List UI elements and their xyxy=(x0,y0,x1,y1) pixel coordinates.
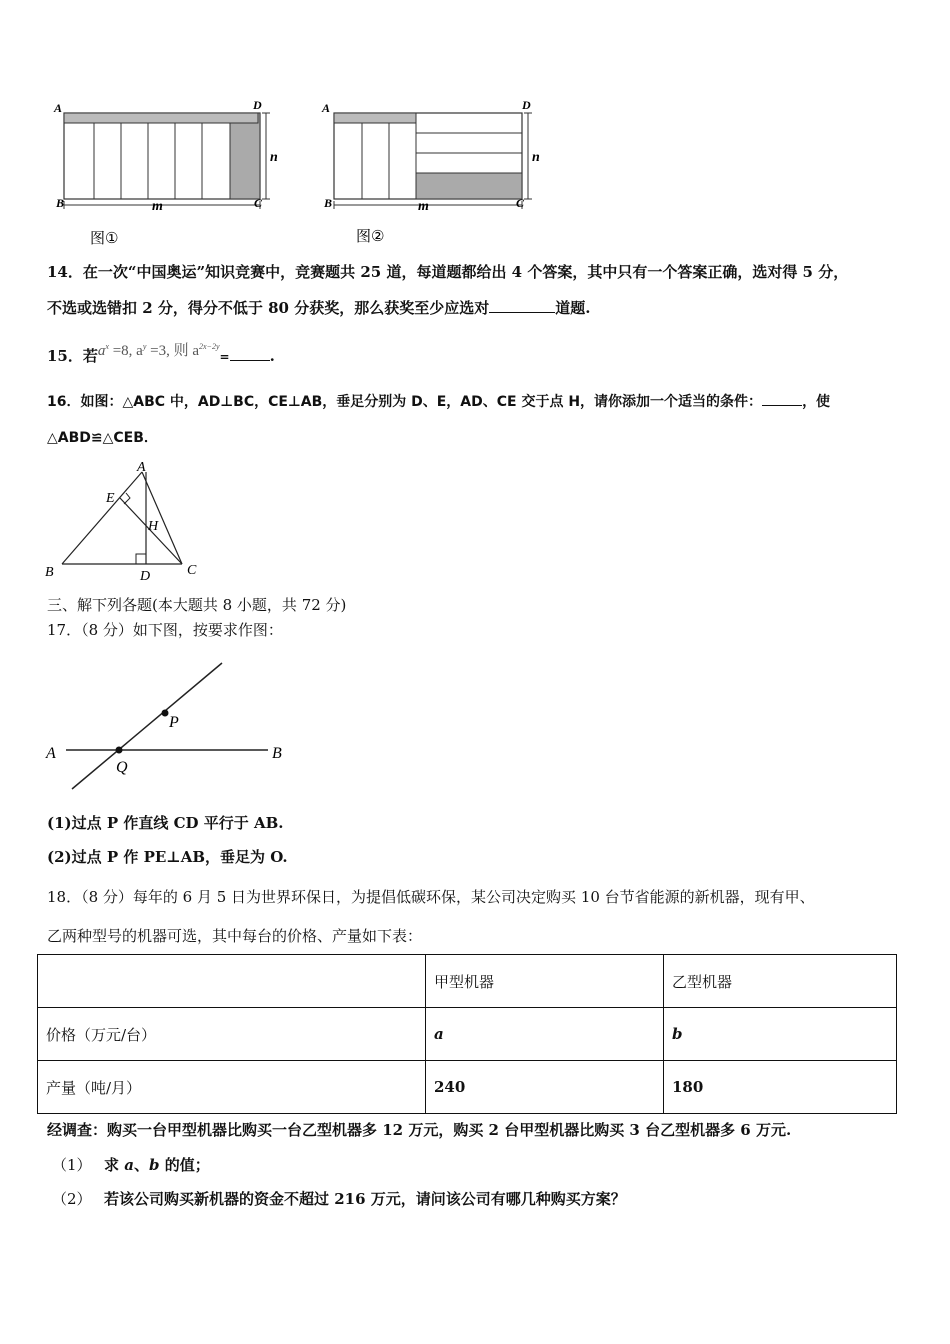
q18-sub1 xyxy=(52,1155,210,1175)
q17-title: 17．（8 分）如下图，按要求作图： xyxy=(47,621,283,639)
figure-2 xyxy=(318,95,558,255)
fig1-label-A: A xyxy=(54,101,63,115)
table-row xyxy=(38,1061,897,1114)
fig2-label-m: m xyxy=(418,199,429,214)
q18-sub1-num: （1） xyxy=(52,1156,92,1174)
fig2-caption: 图② xyxy=(356,227,385,245)
q18-sub2 xyxy=(52,1189,626,1209)
fig2-label-D: D xyxy=(522,98,531,112)
fig1-caption: 图① xyxy=(90,229,119,247)
q16-line2: △ABD≌△CEB． xyxy=(47,430,158,446)
q18-sub1-post: 的值； xyxy=(159,1156,210,1174)
q15-suffix: = xyxy=(219,350,230,364)
table-cell: 180 xyxy=(664,1061,897,1114)
q17-sub1: (1)过点 P 作直线 CD 平行于 AB. xyxy=(47,814,284,832)
q15-sup-x: x xyxy=(105,342,109,351)
q15-end: . xyxy=(269,347,275,365)
q16-line1 xyxy=(47,392,830,412)
q17-sub2: (2)过点 P 作 PE⊥AB，垂足为 O. xyxy=(47,848,288,866)
q14-line2 xyxy=(47,298,590,318)
q17-fig-A: A xyxy=(46,745,56,762)
table-cell: 乙型机器 xyxy=(664,955,897,1008)
q16-line1-post: ，使 xyxy=(802,394,831,410)
q18-sub1-a: a xyxy=(124,1156,134,1174)
q15-sup-exp: 2x−2y xyxy=(199,342,220,351)
table-cell: 甲型机器 xyxy=(426,955,664,1008)
table-cell: 价格（万元/台） xyxy=(38,1008,426,1061)
fig1-label-n: n xyxy=(270,150,278,165)
q14-line1: 14．在一次“中国奥运”知识竞赛中，竞赛题共 25 道，每道题都给出 4 个答案，其中只有一个答案正确，选对得 5 分， xyxy=(47,263,849,281)
q15-mid2: =3, 则 a xyxy=(146,343,199,359)
table-cell: a xyxy=(426,1008,664,1061)
fig2-label-A: A xyxy=(322,101,331,115)
fig1-label-C: C xyxy=(254,196,263,210)
q16-triangle-figure xyxy=(40,458,205,583)
fig2-label-n: n xyxy=(532,150,540,165)
q17-line-figure xyxy=(40,655,300,795)
q16-fig-H: H xyxy=(148,519,159,534)
q16-answer-blank[interactable] xyxy=(762,405,802,406)
q15-answer-blank[interactable] xyxy=(230,360,270,361)
q18-sub1-mid: 、 xyxy=(133,1156,149,1174)
q18-survey: 经调查：购买一台甲型机器比购买一台乙型机器多 12 万元，购买 2 台甲型机器比购买 3 台乙型机器多 6 万元. xyxy=(47,1121,792,1139)
fig2-label-B: B xyxy=(324,196,333,210)
q16-fig-A: A xyxy=(137,460,146,475)
table-cell xyxy=(38,955,426,1008)
fig1-label-D: D xyxy=(253,98,262,112)
figure-1 xyxy=(40,95,280,255)
table-cell: b xyxy=(664,1008,897,1061)
fig2-label-C: C xyxy=(516,196,525,210)
table-cell: 产量（吨/月） xyxy=(38,1061,426,1114)
q16-fig-C: C xyxy=(187,563,197,578)
q14-line2-post: 道题. xyxy=(555,299,591,317)
q16-fig-D: D xyxy=(140,569,151,583)
q16-line1-pre: 16．如图：△ABC 中，AD⊥BC，CE⊥AB，垂足分别为 D、E，AD、CE 交于点 H，请你添加一个适当的条件： xyxy=(47,394,763,410)
q18-line1: 18．（8 分）每年的 6 月 5 日为世界环保日，为提倡低碳环保，某公司决定购买 10 台节省能源的新机器，现有甲、 xyxy=(47,888,815,906)
q17-fig-P: P xyxy=(169,714,179,731)
section3-title: 三、解下列各题(本大题共 8 小题，共 72 分) xyxy=(47,596,347,614)
q18-sub1-pre: 求 xyxy=(104,1156,125,1174)
q18-line2: 乙两种型号的机器可选，其中每台的价格、产量如下表： xyxy=(47,927,423,945)
fig1-label-m: m xyxy=(152,199,163,214)
q15-line xyxy=(47,343,275,367)
q14-answer-blank[interactable] xyxy=(489,312,555,313)
q18-sub2-num: （2） xyxy=(52,1190,92,1208)
q18-sub1-b: b xyxy=(148,1156,160,1174)
q16-fig-E: E xyxy=(106,491,115,506)
q15-sup-y: y xyxy=(142,342,147,351)
q15-mid1: =8, a xyxy=(108,343,143,359)
q18-sub2-text: 若该公司购买新机器的资金不超过 216 万元，请问该公司有哪几种购买方案？ xyxy=(104,1190,626,1208)
q15-formula xyxy=(98,343,220,359)
q18-table xyxy=(37,954,897,1114)
table-row xyxy=(38,1008,897,1061)
q16-fig-B: B xyxy=(45,565,54,580)
table-header-row xyxy=(38,955,897,1008)
q15-prefix: 15．若 xyxy=(47,347,98,365)
q17-fig-Q: Q xyxy=(116,759,128,776)
fig1-label-B: B xyxy=(56,196,65,210)
q15-base-a1: a xyxy=(97,343,106,359)
table-cell: 240 xyxy=(426,1061,664,1114)
q17-fig-B: B xyxy=(272,745,282,762)
q14-line2-pre: 不选或选错扣 2 分，得分不低于 80 分获奖，那么获奖至少应选对 xyxy=(47,299,490,317)
